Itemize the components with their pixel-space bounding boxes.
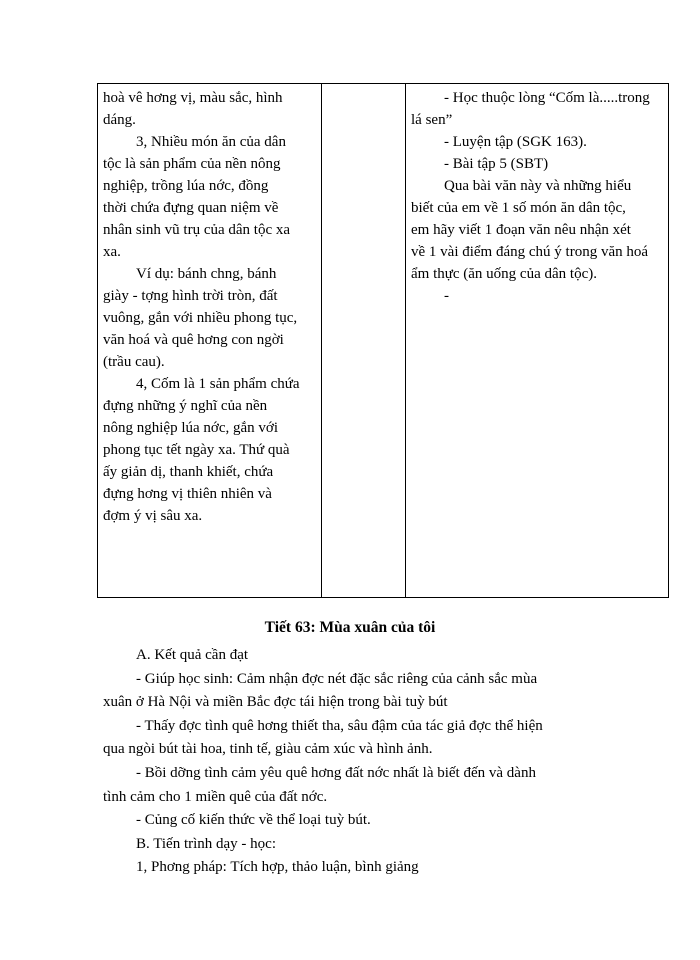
text-line: 3, Nhiều món ăn của dân — [136, 134, 286, 150]
text-line: đựng những ý nghĩ của nền — [103, 398, 268, 414]
table-divider — [321, 84, 322, 597]
text-line: em hãy viết 1 đoạn văn nêu nhận xét — [411, 222, 631, 238]
text-line: phong tục tết ngày xa. Thứ quà — [103, 442, 290, 458]
text-line: biết của em về 1 số món ăn dân tộc, — [411, 200, 626, 216]
table-column-content — [103, 87, 314, 527]
text-line: văn hoá và quê hơng con ngời — [103, 332, 284, 348]
text-line: về 1 vài điểm đáng chú ý trong văn hoá — [411, 244, 649, 260]
text-line: - Bài tập 5 (SBT) — [444, 156, 549, 172]
text-line: ẩm thực (ăn uống của dân tộc). — [411, 266, 597, 282]
text-line: dáng. — [103, 112, 136, 128]
text-line: đựng hơng vị thiên nhiên và — [103, 486, 272, 502]
text-line: nhân sinh vũ trụ của dân tộc xa — [103, 222, 291, 238]
table-divider — [405, 84, 406, 597]
text-line: - Học thuộc lòng “Cốm là.....trong — [444, 90, 650, 106]
text-line: đợm ý vị sâu xa. — [103, 508, 203, 524]
text-line: tình cảm cho 1 miền quê của đất nớc. — [103, 788, 328, 805]
text-line: thời chứa đựng quan niệm về — [103, 200, 279, 216]
text-line: - Thấy đợc tình quê hơng thiết tha, sâu đậm của tác giả đợc thể hiện — [136, 717, 543, 734]
text-line: vuông, gắn với nhiều phong tục, — [103, 310, 298, 326]
section-title: Tiết 63: Mùa xuân của tôi — [264, 619, 436, 636]
text-line: xuân ở Hà Nội và miền Bắc đợc tái hiện trong bài tuỳ bút — [103, 694, 448, 711]
text-line: qua ngòi bút tài hoa, tinh tế, giàu cảm xúc và hình ảnh. — [103, 741, 433, 758]
text-line: 4, Cốm là 1 sản phẩm chứa — [136, 376, 300, 392]
text-line: A. Kết quả cần đạt — [136, 647, 249, 663]
text-line: Qua bài văn này và những hiểu — [444, 178, 632, 194]
text-line: giày - tợng hình trời tròn, đất — [103, 288, 278, 304]
text-line: nông nghiệp lúa nớc, gắn với — [103, 420, 278, 436]
text-line: B. Tiến trình dạy - học: — [136, 835, 277, 852]
text-line: Ví dụ: bánh chng, bánh — [136, 266, 277, 282]
text-line: - Củng cố kiến thức về thể loại tuỳ bút. — [136, 812, 371, 829]
text-line: ấy giản dị, thanh khiết, chứa — [103, 464, 274, 480]
text-line: (trầu cau). — [103, 354, 165, 370]
text-line: tộc là sản phẩm của nền nông — [103, 156, 281, 172]
text-line: hoà vê hơng vị, màu sắc, hình — [103, 90, 283, 106]
text-line: - Giúp học sinh: Cảm nhận đợc nét đặc sắc riêng của cảnh sắc mùa — [136, 670, 538, 687]
text-line: nghiệp, trồng lúa nớc, đồng — [103, 178, 269, 194]
text-line: - Luyện tập (SGK 163). — [444, 134, 587, 150]
text-line: - — [444, 288, 449, 304]
text-line: lá sen” — [411, 112, 453, 128]
text-line: - Bồi dỡng tình cảm yêu quê hơng đất nớc nhất là biết đến và dành — [136, 764, 536, 781]
text-line: xa. — [103, 244, 121, 260]
lesson-table — [97, 83, 669, 598]
table-column-homework — [411, 87, 665, 307]
section-body — [103, 644, 603, 880]
text-line: 1, Phơng pháp: Tích hợp, thảo luận, bình giảng — [136, 859, 419, 876]
